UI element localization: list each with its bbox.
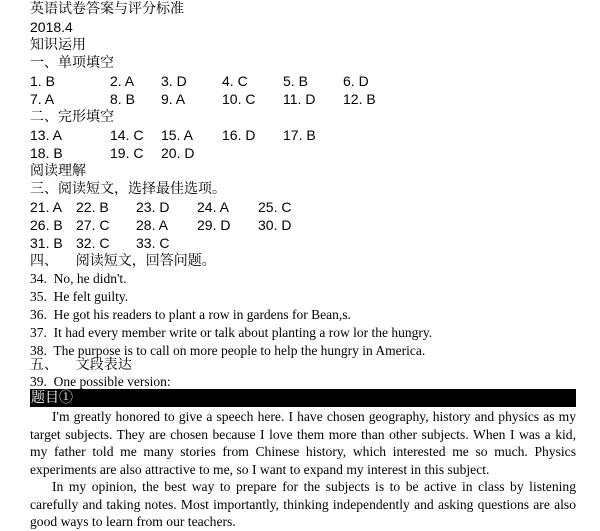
answer-item: 11. D — [283, 91, 316, 107]
answer-item: 30. D — [258, 217, 292, 233]
answer-item: 22. B — [76, 199, 109, 215]
answer-item: 1. B — [30, 73, 55, 89]
answer-item: 5. B — [283, 73, 308, 89]
topic-banner — [30, 389, 576, 407]
answer-item: 31. B — [30, 235, 63, 251]
answer-item: 10. C — [222, 91, 256, 107]
answer-item: 26. B — [30, 217, 63, 233]
essay-paragraph-1: I'm greatly honored to give a speech here. I have chosen geography, history and physics as my target subjects. They are chosen because I love them more than other subjects. When I was a kid, my father told me many stories from Chinese history, which interested me so much. Physics experiments are also attractive to me, so I want to expand my interest in this subject. — [30, 409, 576, 477]
section-heading-short-answer: 四、 阅读短文，回答问题。 — [30, 253, 216, 269]
section-heading-reading-choice: 三、阅读短文，选择最佳选项。 — [30, 181, 226, 197]
part-heading-knowledge: 知识运用 — [30, 37, 86, 53]
exam-date: 2018.4 — [30, 19, 73, 35]
section-heading-writing: 五、 文段表达 — [30, 357, 132, 373]
document-title: 英语试卷答案与评分标准 — [30, 1, 184, 17]
short-answer-item: 35. He felt guilty. — [30, 289, 129, 304]
short-answer-item: 38. The purpose is to call on more people to help the hungry in America. — [30, 343, 426, 358]
answer-item: 28. A — [136, 217, 168, 233]
answer-item: 14. C — [110, 127, 144, 143]
answer-item: 20. D — [161, 145, 195, 161]
essay-paragraph-2: In my opinion, the best way to prepare for the subjects is to be active in class by listening carefully and taking notes. Most importantly, thinking independently and asking questions are also good ways to learn from our teachers. — [30, 479, 576, 530]
topic-label: 题目① — [31, 390, 73, 406]
section-heading-single-choice: 一、单项填空 — [30, 55, 114, 71]
short-answer-item: 37. It had every member write or talk about planting a row lor the hungry. — [30, 325, 433, 340]
answer-item: 33. C — [136, 235, 170, 251]
answer-item: 27. C — [76, 217, 110, 233]
answer-item: 23. D — [136, 199, 170, 215]
writing-intro: 39. One possible version: — [30, 374, 171, 389]
answer-item: 15. A — [161, 127, 193, 143]
answer-item: 13. A — [30, 127, 62, 143]
answer-item: 6. D — [343, 73, 369, 89]
part-heading-reading: 阅读理解 — [30, 163, 86, 179]
answer-item: 29. D — [197, 217, 231, 233]
answer-item: 19. C — [110, 145, 144, 161]
answer-item: 8. B — [110, 91, 135, 107]
answer-item: 3. D — [161, 73, 187, 89]
answer-item: 7. A — [30, 91, 55, 107]
answer-item: 9. A — [161, 91, 186, 107]
answer-item: 17. B — [283, 127, 316, 143]
short-answer-item: 36. He got his readers to plant a row in gardens for Bean,s. — [30, 307, 351, 322]
answer-item: 4. C — [222, 73, 248, 89]
answer-item: 2. A — [110, 73, 135, 89]
answer-item: 25. C — [258, 199, 292, 215]
answer-item: 18. B — [30, 145, 63, 161]
answer-item: 24. A — [197, 199, 229, 215]
short-answer-item: 34. No, he didn't. — [30, 271, 127, 286]
answer-item: 16. D — [222, 127, 256, 143]
answer-item: 21. A — [30, 199, 62, 215]
answer-item: 12. B — [343, 91, 376, 107]
section-heading-cloze: 二、完形填空 — [30, 109, 114, 125]
answer-item: 32. C — [76, 235, 110, 251]
